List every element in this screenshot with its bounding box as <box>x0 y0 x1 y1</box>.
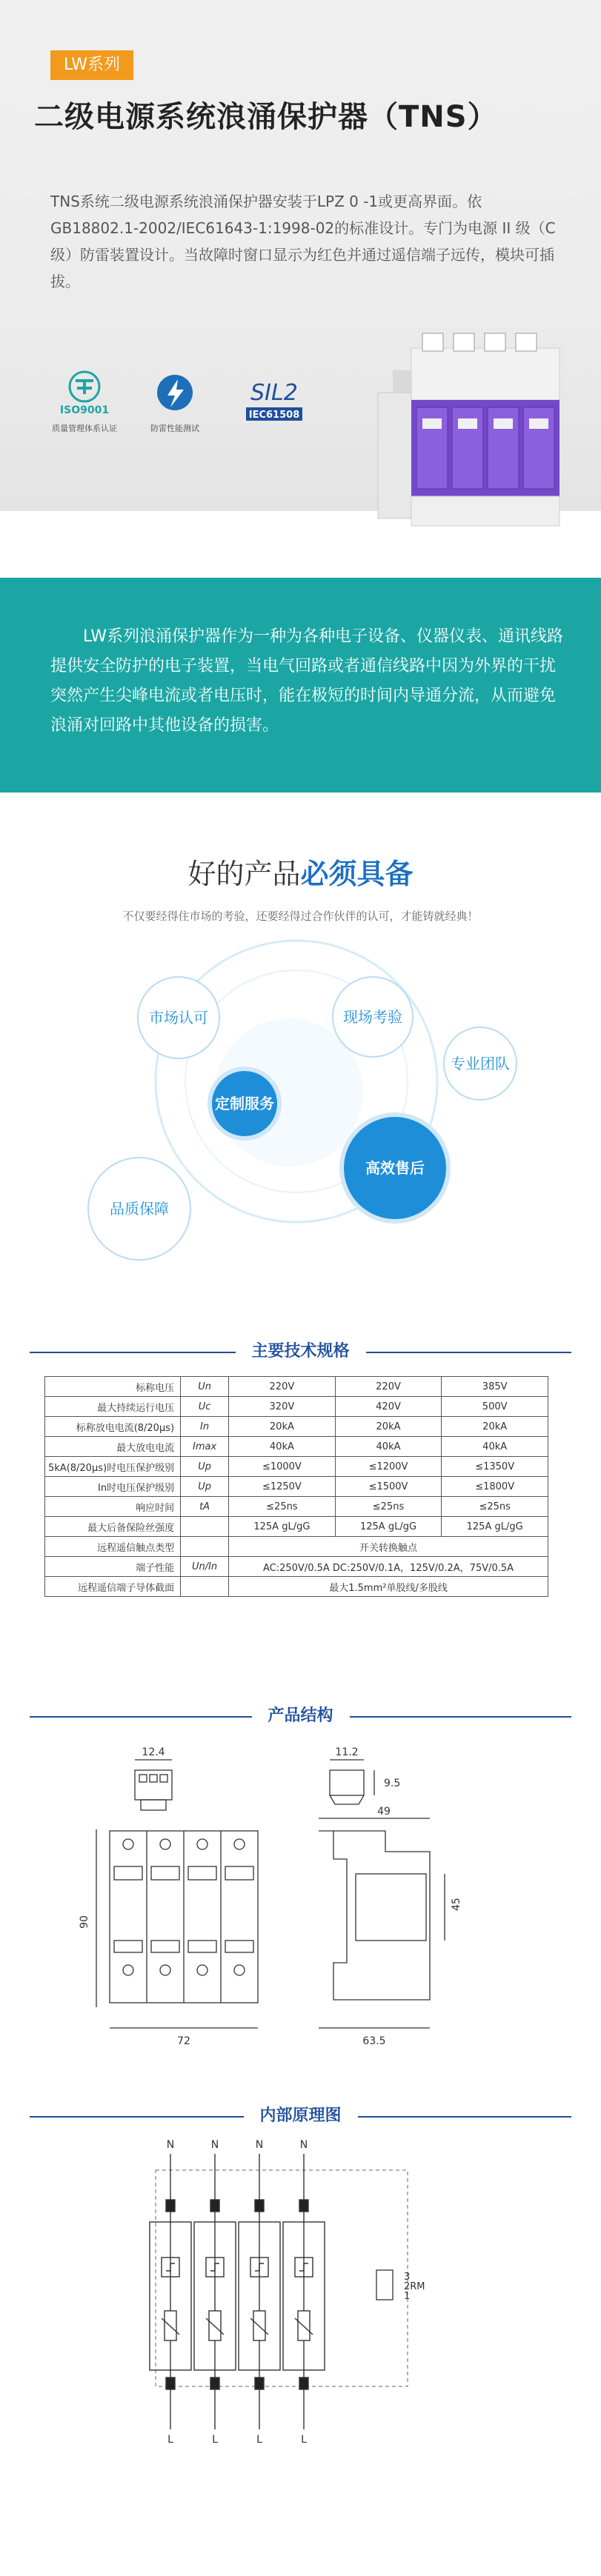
spd-module <box>283 2154 325 2429</box>
product-description: TNS系统二级电源系统浪涌保护器安装于LPZ 0 -1或更高界面。依GB18802.1-2002/IEC61643-1:1998-02的标准设计。专门为电源 II 级（C级）防雷装置设计。当故障时窗口显示为红色并通过遥信端子远传，模块可插拔。 <box>50 193 556 290</box>
spec-value: 220V <box>335 1377 442 1397</box>
structure-drawing <box>74 1741 519 2074</box>
product-image <box>371 326 593 548</box>
spec-value: ≤1250V <box>229 1477 336 1497</box>
spec-value: ≤1000V <box>229 1457 336 1477</box>
spec-value: 20kA <box>229 1417 336 1437</box>
spec-symbol: Un/In <box>181 1557 229 1577</box>
spec-row <box>45 1377 548 1397</box>
advantages-diagram <box>0 933 601 1304</box>
spec-symbol <box>181 1517 229 1537</box>
spec-symbol: Imax <box>181 1437 229 1457</box>
bubble-reality: 现场考验 <box>332 976 414 1058</box>
spec-row <box>45 1497 548 1517</box>
n-label: N <box>299 2139 308 2151</box>
spec-value: ≤1500V <box>335 1477 442 1497</box>
spec-value: 420V <box>335 1397 442 1417</box>
l-label: L <box>301 2434 307 2446</box>
spec-name: 响应时间 <box>45 1497 181 1517</box>
structure-header-label: 产品结构 <box>251 1698 349 1735</box>
spec-value: 40kA <box>335 1437 442 1457</box>
sil2-standard-text: IEC61508 <box>248 410 300 421</box>
dim-d7: 72 <box>177 2035 190 2047</box>
advantages-title <box>0 852 601 896</box>
spec-value: ≤25ns <box>442 1497 548 1517</box>
spec-name: 最大持续运行电压 <box>45 1397 181 1417</box>
terminal-1: 1 <box>404 2291 411 2302</box>
spec-value: 320V <box>229 1397 336 1417</box>
spec-name: In时电压保护级别 <box>45 1477 181 1497</box>
page-title: 二级电源系统浪涌保护器（TNS） <box>34 100 498 134</box>
spec-name: 标称放电电流(8/20μs) <box>45 1417 181 1437</box>
principle-header-label: 内部原理图 <box>243 2098 357 2135</box>
spec-value: 220V <box>229 1377 336 1397</box>
spec-symbol: Uc <box>181 1397 229 1417</box>
dim-d8: 63.5 <box>362 2035 386 2047</box>
spec-name: 5kA(8/20μs)时电压保护级别 <box>45 1457 181 1477</box>
advantages-title-highlight: 必须具备 <box>300 858 414 890</box>
iso9001-badge <box>52 370 117 434</box>
bubble-quality: 品质保障 <box>87 1157 191 1261</box>
spec-row <box>45 1437 548 1457</box>
principle-header <box>0 2098 601 2127</box>
dim-d1: 12.4 <box>142 1746 165 1758</box>
spec-name: 最大后备保险丝强度 <box>45 1517 181 1537</box>
dim-d3: 9.5 <box>384 1778 401 1789</box>
spec-row <box>45 1417 548 1437</box>
spec-value: ≤1800V <box>442 1477 548 1497</box>
spec-row <box>45 1557 548 1577</box>
n-label: N <box>166 2139 175 2151</box>
spec-symbol: Up <box>181 1457 229 1477</box>
bubble-pro-team: 专业团队 <box>443 1027 517 1101</box>
spec-value: 40kA <box>229 1437 336 1457</box>
sil2-logo-text: SIL2 <box>250 380 298 406</box>
spec-value: 最大1.5mm²单股线/多股线 <box>229 1577 548 1597</box>
spec-symbol: Un <box>181 1377 229 1397</box>
l-label: L <box>256 2434 262 2446</box>
spec-value: 40kA <box>442 1437 548 1457</box>
spec-value: AC:250V/0.5A DC:250V/0.1A，125V/0.2A，75V/0.5A <box>229 1557 548 1577</box>
spec-row <box>45 1517 548 1537</box>
spec-table <box>44 1376 548 1597</box>
n-label: N <box>255 2139 264 2151</box>
lightning-test-icon <box>145 370 205 416</box>
spec-value: 500V <box>442 1397 548 1417</box>
spec-name: 远程遥信端子导体截面 <box>45 1577 181 1597</box>
spd-module <box>239 2154 280 2429</box>
bubble-custom-service: 定制服务 <box>207 1067 282 1141</box>
spec-symbol <box>181 1577 229 1597</box>
lightning-test-badge <box>145 370 205 434</box>
spec-name: 远程遥信触点类型 <box>45 1537 181 1557</box>
terminal-3: 3 <box>404 2272 411 2283</box>
iso9001-caption: 质量管理体系认证 <box>52 424 117 433</box>
spec-value: ≤1200V <box>335 1457 442 1477</box>
spd-module <box>194 2154 236 2429</box>
sil2-icon <box>239 370 310 427</box>
spec-name: 端子性能 <box>45 1557 181 1577</box>
spec-value: 125A gL/gG <box>229 1517 336 1537</box>
spec-header-label: 主要技术规格 <box>235 1333 365 1370</box>
bubble-market: 市场认可 <box>137 976 220 1059</box>
spec-value: ≤1350V <box>442 1457 548 1477</box>
spec-value: 125A gL/gG <box>335 1517 442 1537</box>
spec-value: 开关转换触点 <box>229 1537 548 1557</box>
terminal-2rm: 2RM <box>404 2281 425 2292</box>
spec-row <box>45 1397 548 1417</box>
lightning-test-caption: 防雷性能测试 <box>150 424 199 433</box>
advantages-subtitle: 不仅要经得住市场的考验，还要经得过合作伙伴的认可，才能铸就经典！ <box>122 910 479 923</box>
principle-diagram <box>111 2133 497 2452</box>
spec-row <box>45 1537 548 1557</box>
spec-value: 20kA <box>442 1417 548 1437</box>
spec-value: 125A gL/gG <box>442 1517 548 1537</box>
dim-d6: 45 <box>451 1898 462 1911</box>
spec-name: 最大放电电流 <box>45 1437 181 1457</box>
spec-value: 385V <box>442 1377 548 1397</box>
bubble-aftersale: 高效售后 <box>339 1112 451 1224</box>
iso9001-icon <box>55 370 114 416</box>
spec-symbol <box>181 1537 229 1557</box>
spec-name: 标称电压 <box>45 1377 181 1397</box>
l-label: L <box>212 2434 218 2446</box>
spec-header <box>0 1333 601 1363</box>
l-label: L <box>167 2434 173 2446</box>
sil2-badge <box>239 370 310 430</box>
spec-row <box>45 1457 548 1477</box>
spec-row <box>45 1477 548 1497</box>
spec-symbol: Up <box>181 1477 229 1497</box>
iso9001-logo-text: ISO9001 <box>59 404 110 416</box>
dim-d5: 90 <box>79 1915 90 1929</box>
spec-value: ≤25ns <box>335 1497 442 1517</box>
dim-d2: 11.2 <box>335 1746 359 1758</box>
spec-value: ≤25ns <box>229 1497 336 1517</box>
n-label: N <box>210 2139 219 2151</box>
spec-symbol: In <box>181 1417 229 1437</box>
spec-symbol: tA <box>181 1497 229 1517</box>
structure-header <box>0 1698 601 1727</box>
intro-text: LW系列浪涌保护器作为一种为各种电子设备、仪器仪表、通讯线路提供安全防护的电子装置，当电气回路或者通信线路中因为外界的干扰突然产生尖峰电流或者电压时，能在极短的时间内导通分流，从而避免浪涌对回路中其他设备的损害。 <box>50 627 563 735</box>
dim-d4: 49 <box>377 1806 391 1818</box>
series-tag: LW系列 <box>50 50 133 80</box>
spec-value: 20kA <box>335 1417 442 1437</box>
spec-row <box>45 1577 548 1597</box>
advantages-title-plain: 好的产品 <box>187 858 301 890</box>
